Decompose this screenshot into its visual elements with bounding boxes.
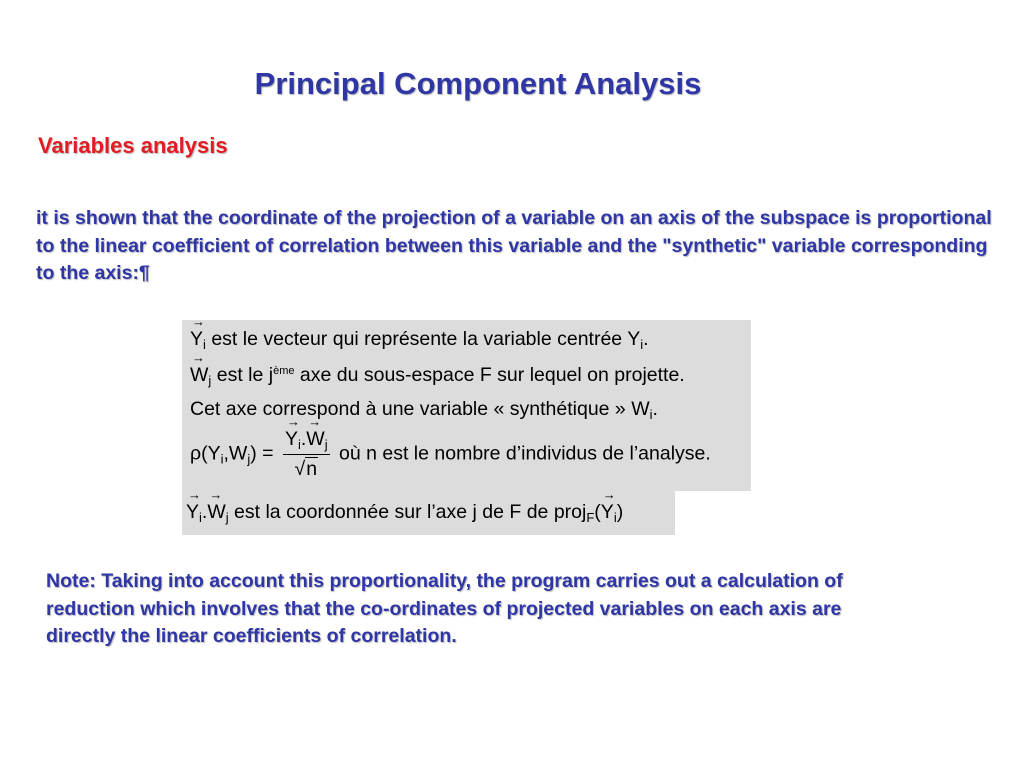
- correlation-fraction: → $\frac{Y_i.\to W_j}{√n}$: [283, 428, 330, 481]
- vector-w: → W: [190, 364, 208, 387]
- intro-paragraph: it is shown that the coordinate of the projection of a variable on an axis of the subspace is proportional to the linear coefficient of correlation between this variable and the "synthetic" variable corresponding to the axis:¶: [36, 207, 992, 284]
- formula-line-3: Cet axe correspond à une variable « synthétique » $W_i$.: [190, 398, 658, 422]
- formula-box-projection: [182, 491, 675, 535]
- rho-symbol: ρ: [190, 442, 202, 465]
- note-paragraph: Note: Taking into account this proportionality, the program carries out a calculation of reduction which involves that the co-ordinates of projected variables on each axis are directly the linear coefficients of correlation.: [46, 570, 843, 647]
- formula-box: [182, 320, 751, 491]
- formula-line-5: → $Y_i.\to W_j$ est la coordonnée sur l’axe j de F de proj$_F$(→ $Y_i$): [186, 501, 623, 525]
- vector-y: → Y: [190, 328, 203, 351]
- slide-title: Principal Component Analysis: [254, 66, 702, 101]
- section-subtitle: Variables analysis: [38, 133, 228, 158]
- formula-line-2: → $W_j$ est le $j^{ème}$ axe du sous-espace F sur lequel on projette.: [190, 364, 685, 388]
- formula-line-1: → $Y_i$ est le vecteur qui représente la variable centrée $Y_i$.: [190, 328, 649, 352]
- formula-line-4: $\rho(Y_i,W_j)$ = → $\frac{Y_i.\to W_j}{√n}$ où n est le nombre d’individus de l’analyse.: [190, 428, 711, 481]
